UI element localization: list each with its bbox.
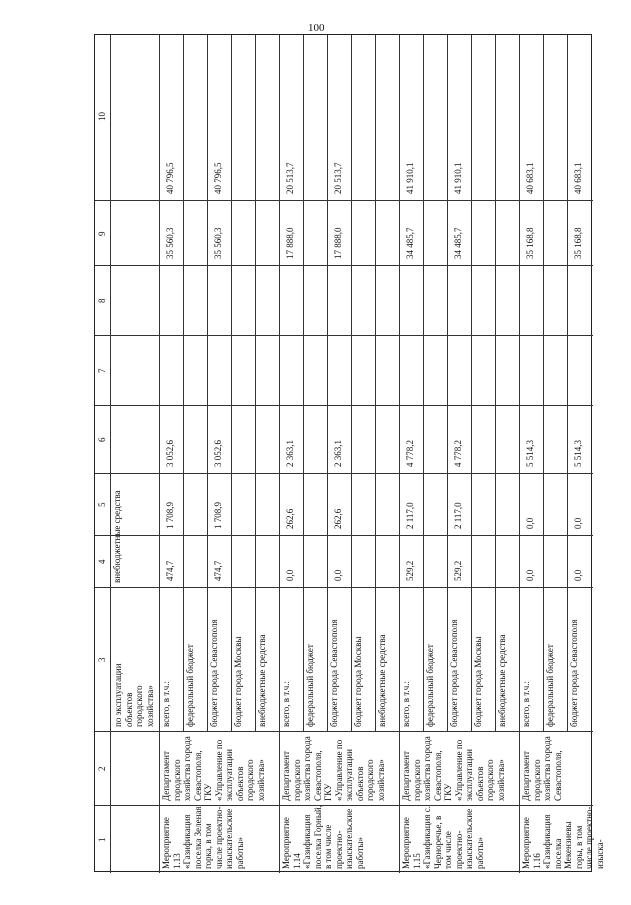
grid-line: [399, 35, 400, 873]
value-cell: 474,7: [213, 560, 223, 581]
page-number: 100: [308, 22, 325, 34]
value-cell: 0,0: [285, 569, 295, 581]
grid-line: [183, 35, 184, 731]
continuation-source: внебюджетные средства: [112, 490, 122, 583]
value-cell: 2 117,0: [405, 502, 415, 529]
value-cell: 35 168,8: [525, 227, 535, 259]
value-cell: 40 683,1: [573, 162, 583, 194]
value-cell: 40 796,5: [165, 162, 175, 194]
column-number: 9: [97, 231, 107, 236]
grid-line: [471, 35, 472, 731]
source-cell: бюджет города Москвы: [473, 636, 483, 727]
value-cell: 41 910,1: [405, 162, 415, 194]
measure-title: Мероприятие 1.13 «Газификация поселка Зеленая горка, в том числе проектно-изыскательские работы»: [161, 806, 245, 869]
value-cell: 474,7: [165, 560, 175, 581]
measure-executor: Департамент городского хозяйства города Севастополя,: [521, 736, 563, 801]
grid-line: [423, 35, 424, 731]
measure-executor: Департамент городского хозяйства города Севастополя, ГКУ «Управление по эксплуатации объектов городского хозяйства»: [281, 736, 386, 801]
grid-line: [543, 35, 544, 731]
value-cell: 2 363,1: [285, 440, 295, 467]
value-cell: 17 888,0: [285, 227, 295, 259]
value-cell: 35 560,3: [165, 227, 175, 259]
value-cell: 0,0: [573, 569, 583, 581]
value-cell: 5 514,3: [525, 440, 535, 467]
source-cell: бюджет города Севастополя: [569, 619, 579, 727]
grid-line: [159, 35, 160, 873]
column-number: 6: [97, 437, 107, 442]
value-cell: 20 513,7: [333, 162, 343, 194]
measure-title: Мероприятие 1.16 «Газификация поселка Мекензиевы горы, в том числе проектно-изыска-: [521, 806, 605, 869]
grid-line: [279, 35, 280, 873]
continuation-executor: по эксплуатации объектов городского хозяйства»: [113, 663, 155, 727]
value-cell: 4 778,2: [405, 440, 415, 467]
column-number: 3: [97, 657, 107, 662]
column-number: 8: [97, 298, 107, 303]
column-number: 1: [97, 837, 107, 842]
source-cell: бюджет города Севастополя: [329, 619, 339, 727]
source-cell: всего, в т.ч.:: [401, 680, 411, 727]
source-cell: бюджет города Москвы: [353, 636, 363, 727]
value-cell: 3 052,6: [213, 440, 223, 467]
value-cell: 3 052,6: [165, 440, 175, 467]
source-cell: бюджет города Москвы: [233, 636, 243, 727]
value-cell: 40 683,1: [525, 162, 535, 194]
source-cell: внебюджетные средства: [377, 634, 387, 727]
grid-line: [567, 35, 568, 731]
grid-line: [255, 35, 256, 731]
grid-line: [351, 35, 352, 731]
value-cell: 34 485,7: [453, 227, 463, 259]
grid-line: [207, 35, 208, 731]
measure-executor: Департамент городского хозяйства города Севастополя, ГКУ «Управление по эксплуатации объектов городского хозяйства»: [161, 736, 266, 801]
grid-line: [303, 35, 304, 731]
value-cell: 1 708,9: [213, 502, 223, 529]
value-cell: 0,0: [573, 517, 583, 529]
source-cell: федеральный бюджет: [305, 644, 315, 727]
value-cell: 5 514,3: [573, 440, 583, 467]
source-cell: всего, в т.ч.:: [161, 680, 171, 727]
value-cell: 17 888,0: [333, 227, 343, 259]
grid-line: [447, 35, 448, 731]
grid-line: [327, 35, 328, 731]
grid-line: [375, 35, 376, 731]
value-cell: 0,0: [333, 569, 343, 581]
value-cell: 0,0: [525, 569, 535, 581]
value-cell: 35 560,3: [213, 227, 223, 259]
budget-table: [94, 34, 605, 872]
column-number: 5: [97, 502, 107, 507]
grid-line: [110, 35, 111, 873]
source-cell: бюджет города Севастополя: [209, 619, 219, 727]
value-cell: 2 363,1: [333, 440, 343, 467]
value-cell: 262,6: [285, 508, 295, 529]
value-cell: 529,2: [405, 560, 415, 581]
value-cell: 34 485,7: [405, 227, 415, 259]
value-cell: 35 168,8: [573, 227, 583, 259]
value-cell: 1 708,9: [165, 502, 175, 529]
column-number: 7: [97, 368, 107, 373]
value-cell: 2 117,0: [453, 502, 463, 529]
grid-line: [231, 35, 232, 731]
measure-executor: Департамент городского хозяйства города Севастополя, ГКУ «Управление по эксплуатации объектов городского хозяйства»: [401, 736, 506, 801]
source-cell: внебюджетные средства: [257, 634, 267, 727]
value-cell: 40 796,5: [213, 162, 223, 194]
source-cell: внебюджетные средства: [497, 634, 507, 727]
source-cell: всего, в т.ч.:: [281, 680, 291, 727]
grid-line: [495, 35, 496, 731]
grid-line: [519, 35, 520, 873]
measure-title: Мероприятие 1.15 «Газификация с. Черноречье, в том числе проектно-изыскательские работы»: [401, 806, 485, 869]
column-number: 10: [97, 111, 107, 121]
value-cell: 0,0: [525, 517, 535, 529]
value-cell: 262,6: [333, 508, 343, 529]
source-cell: федеральный бюджет: [185, 644, 195, 727]
source-cell: всего, в т.ч.:: [521, 680, 531, 727]
column-number: 4: [97, 559, 107, 564]
source-cell: федеральный бюджет: [545, 644, 555, 727]
value-cell: 20 513,7: [285, 162, 295, 194]
value-cell: 529,2: [453, 560, 463, 581]
value-cell: 4 778,2: [453, 440, 463, 467]
source-cell: федеральный бюджет: [425, 644, 435, 727]
source-cell: бюджет города Севастополя: [449, 619, 459, 727]
value-cell: 41 910,1: [453, 162, 463, 194]
column-number: 2: [97, 766, 107, 771]
measure-title: Мероприятие 1.14 «Газификация поселка Горный, в том числе проектно-изыскательские работы»: [281, 805, 365, 869]
